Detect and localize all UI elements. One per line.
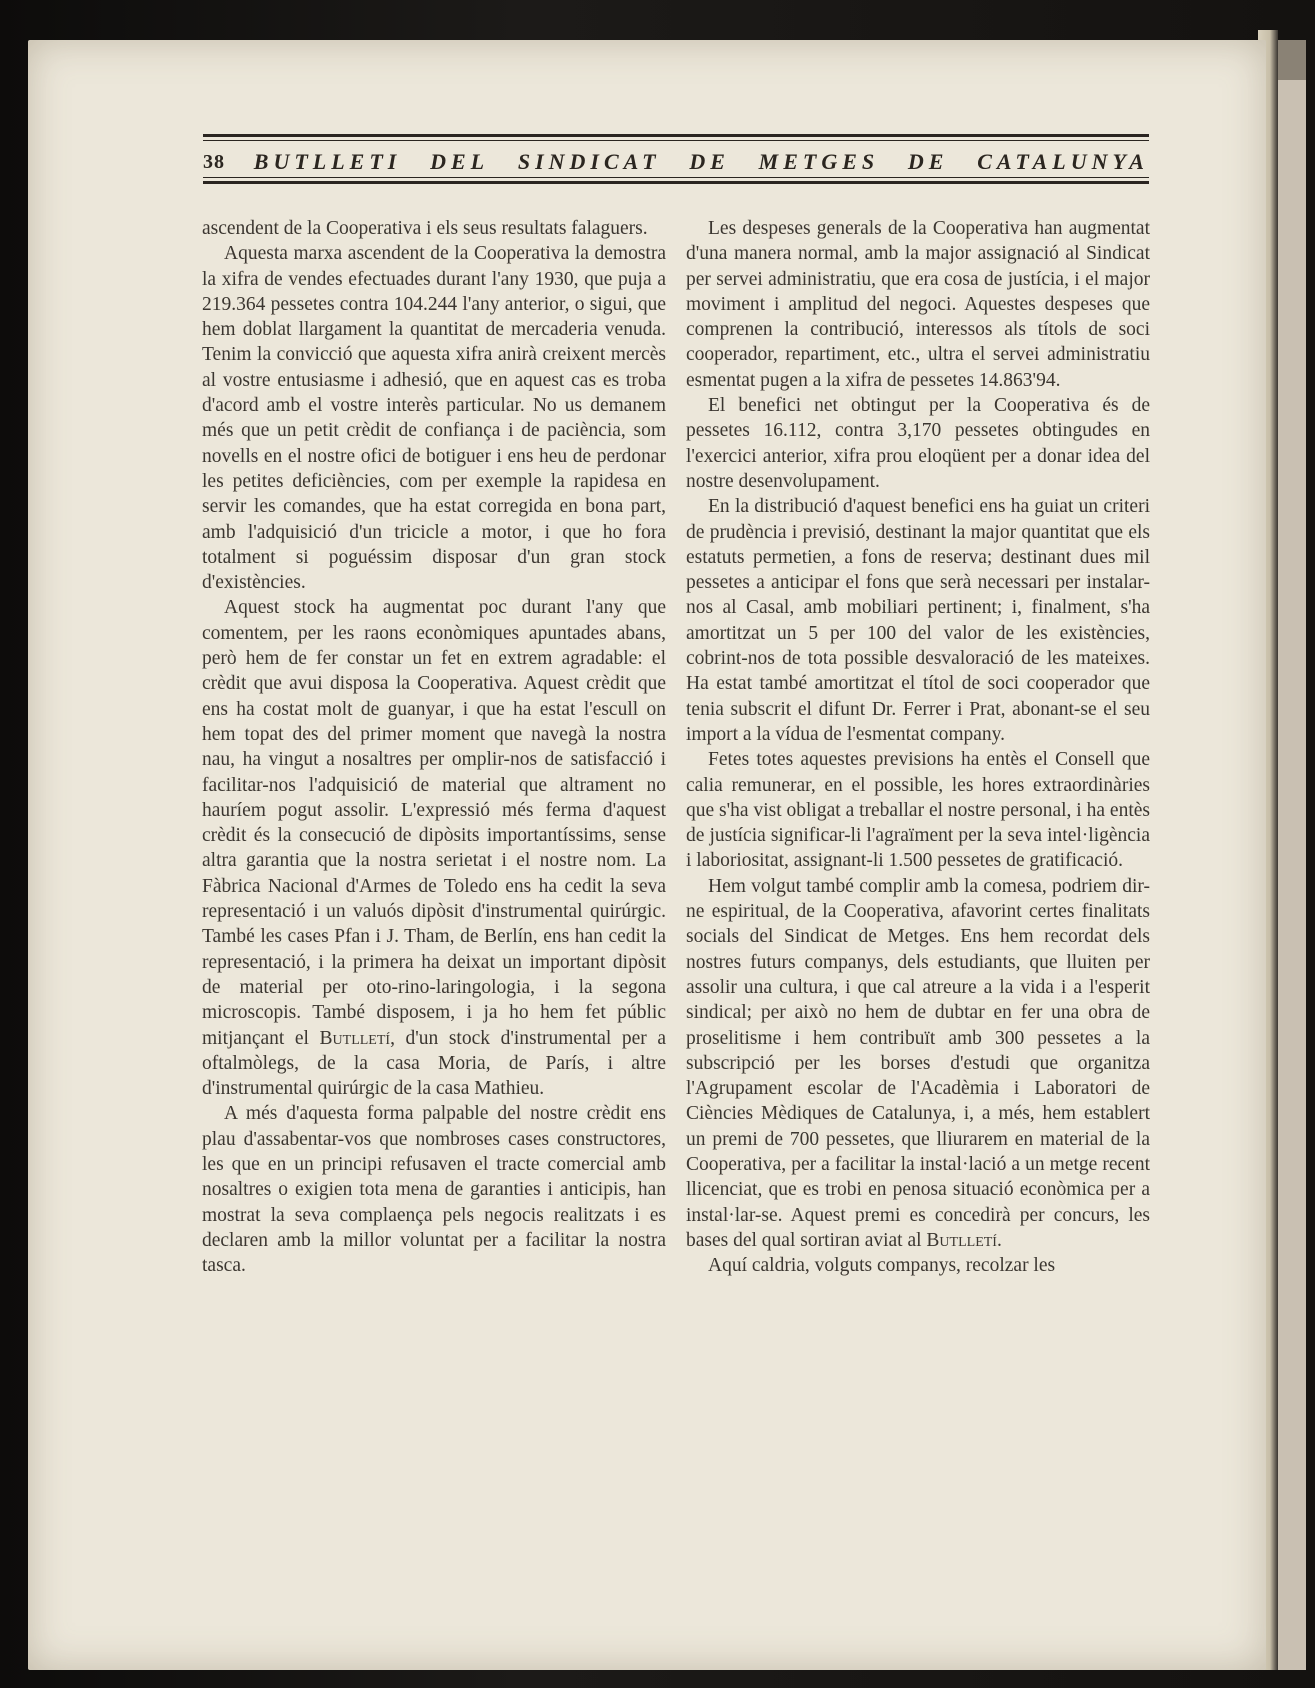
header-rule-bottom [203, 181, 1149, 184]
right-column [686, 216, 1150, 1278]
paragraph-text: Aquest stock ha augmentat poc durant l'any que comentem, per les raons econòmiques apuntades abans, però hem de fer constar un fet en extrem agradable: el crèdit que avui disposa la Cooperativa. Aquest crèdit que ens ha costat molt de guanyar, i que ha estat l'escull on hem topat des del primer moment que navegà la nostra nau, ha vingut a nosaltres per omplir-nos de satisfacció i facilitar-nos l'adquisició de material que altrament no hauríem pogut assolir. L'expressió més ferma d'aquest crèdit és la consecució de dipòsits importantíssims, sense altra garantia que la nostra serietat i el nostre nom. La Fàbrica Nacional d'Armes de Toledo ens ha cedit la seva representació i un valuós dipòsit d'instrumental quirúrgic. També les cases Pfan i J. Tham, de Berlín, ens han cedit la representació, i la primera ha deixat un important dipòsit de material per oto-rino-laringologia, i la segona microscopis. També disposem, i ja ho hem fet públic mitjançant el [202, 597, 666, 1049]
paragraph-text: , d'un stock d'instrumental per a oftalmòlegs, de la casa Moria, de París, i altre d'instrumental quirúrgic de la casa Mathieu. [202, 1027, 666, 1100]
publication-name: Butlletí [926, 1229, 997, 1251]
paragraph: Les despeses generals de la Cooperativa han augmentat d'una manera normal, amb la major assignació al Sindicat per servei administratiu, que era cosa de justícia, i el major moviment i amplitud del negoci. Aquestes despeses que comprenen la contribució, interessos als títols de soci cooperador, repartiment, etc., ultra el servei administratiu esmentat pugen a la xifra de pessetes 14.863'94. [686, 218, 1150, 391]
paragraph: El benefici net obtingut per la Cooperativa és de pessetes 16.112, contra 3,170 pessetes obtingudes en l'exercici anterior, xifra prou eloqüent per a donar idea del nostre desenvolupament. [686, 395, 1150, 492]
header-title-word: BUTLLETI [253, 149, 402, 174]
header-title-word: DEL [430, 149, 490, 174]
publication-name: Butlletí [319, 1027, 391, 1049]
header-title-word: DE [907, 149, 949, 174]
header-rule-top-thin [203, 140, 1149, 141]
paragraph: Aquesta marxa ascendent de la Cooperativa la demostra la xifra de vendes efectuades durant l'any 1930, que puja a 219.364 pessetes contra 104.244 l'any anterior, o sigui, que hem doblat llargament la quantitat de mercaderia venuda. Tenim la convicció que aquesta xifra anirà creixent mercès al vostre entusiasme i adhesió, que en aquest cas es troba d'acord amb el vostre interès particular. No us demanem més que un petit crèdit de confiança i de paciència, som novells en el nostre ofici de botiguer i ens heu de perdonar les petites deficiències, com per exemple la rapidesa en servir les comandes, que ha estat corregida en bona part, amb l'adquisició d'un tricicle a motor, i que ho fora totalment si poguéssim disposar d'un gran stock d'existències. [202, 243, 666, 594]
header-title-word: METGES [758, 149, 880, 174]
header-rule-bottom-thin [203, 177, 1149, 178]
header-rule-top [203, 134, 1149, 137]
header-title-word: CATALUNYA [977, 149, 1149, 174]
paragraph [202, 595, 666, 1101]
paragraph-text: Hem volgut també complir amb la comesa, podriem dir-ne espiritual, de la Cooperativa, afavorint certes finalitats socials del Sindicat de Metges. Ens hem recordat dels nostres futurs companys, dels estudiants, que lluiten per assolir una cultura, i que cal atreure a la vida i a l'esperit sindical; per això no hem de dubtar en fer una obra de proselitisme i hem contribuït amb 300 pessetes a la subscripció per les borses d'estudi que organitza l'Agrupament escolar de l'Acadèmia i Laboratori de Ciències Mèdiques de Catalunya, i, a més, hem establert un premi de 700 pessetes, que lliurarem en material de la Cooperativa, per a facilitar la instal·lació a un metge recent llicenciat, que es trobi en penosa situació econòmica per a instal·lar-se. Aquest premi es concedirà per concurs, les bases del qual sortiran aviat al [686, 875, 1150, 1251]
paragraph: Fetes totes aquestes previsions ha entès el Consell que calia remunerar, en el possible, les hores extraordinàries que s'ha vist obligat a treballar el nostre personal, i ha entès de justícia significar-li l'agraïment per la seva intel·ligència i laboriositat, assignant-li 1.500 pessetes de gratificació. [686, 749, 1150, 872]
page-edge-strip [1278, 40, 1306, 1670]
header-title-word: SINDICAT [517, 149, 661, 174]
paragraph [686, 874, 1150, 1253]
header-text-line [203, 148, 1149, 176]
left-column [202, 216, 666, 1278]
paragraph: En la distribució d'aquest benefici ens ha guiat un criteri de prudència i previsió, destinant la major quantitat que els estatuts permetien, a fons de reserva; destinant dues mil pessetes a anticipar el fons que serà necessari per instalar-nos al Casal, amb mobiliari pertinent; i, finalment, s'ha amortitzat un 5 per 100 del valor de les existències, cobrint-nos de tota possible desvaloració de les mateixes. Ha estat també amortitzat el títol de soci cooperador que tenia subscrit el difunt Dr. Ferrer i Prat, abonant-se el seu import a la vídua de l'esmentat company. [686, 496, 1150, 745]
paragraph-text: . [996, 1229, 1002, 1251]
paragraph: A més d'aquesta forma palpable del nostre crèdit ens plau d'assabentar-vos que nombroses cases constructores, les que en un principi refusaven el tracte comercial amb nosaltres o exigien tota mena de garanties i anticipis, han mostrat la seva complaença pels negocis realitzats i es declaren amb la millor voluntat per a facilitar la nostra tasca. [202, 1103, 666, 1277]
paragraph: ascendent de la Cooperativa i els seus resultats falaguers. [202, 218, 648, 239]
header-title-word: DE [689, 149, 730, 174]
paragraph: Aquí caldria, volguts companys, recolzar les [708, 1255, 1056, 1277]
page-number: 38 [203, 150, 225, 173]
running-header [203, 134, 1149, 192]
page-edge-shadow [1278, 40, 1306, 80]
